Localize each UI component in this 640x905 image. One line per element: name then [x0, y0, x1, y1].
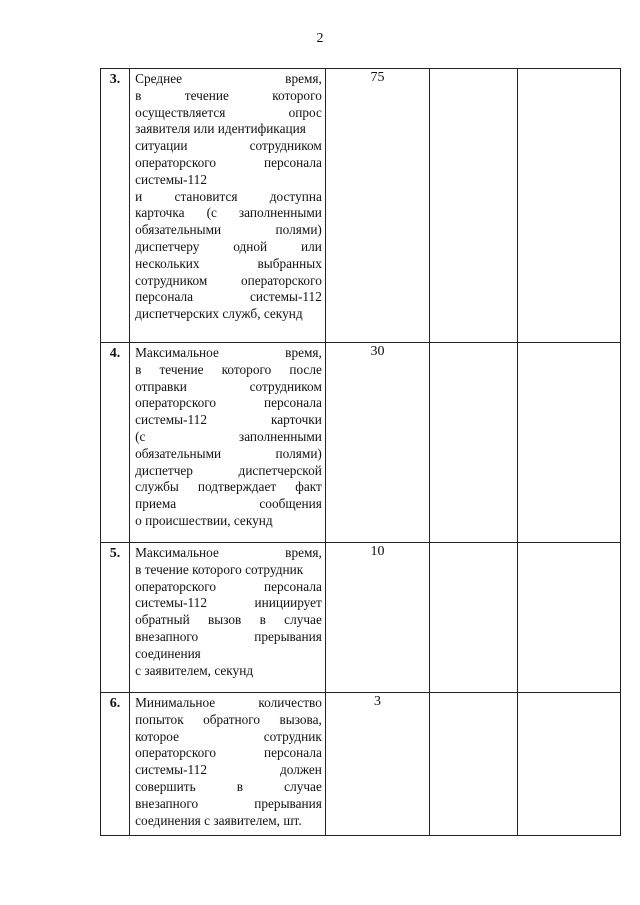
description-line: которое сотрудник: [135, 728, 322, 744]
empty-cell: [517, 343, 620, 543]
description-line: диспетчер диспетчерской: [135, 462, 322, 478]
description-line: обратный вызов в случае: [135, 612, 322, 628]
description-line: операторского персонала: [135, 395, 322, 411]
description-line: системы-112 карточки: [135, 412, 322, 428]
description-line: нескольких выбранных: [135, 255, 322, 271]
description-line: с заявителем, секунд: [135, 662, 254, 678]
description-line: попыток обратного вызова,: [135, 711, 322, 727]
description-line: отправки сотрудником: [135, 378, 322, 394]
description-line: Минимальное количество: [135, 695, 322, 710]
description-line: в течение которого: [135, 87, 322, 103]
description-line: совершить в случае: [135, 778, 322, 794]
empty-cell: [430, 69, 517, 343]
empty-cell: [430, 343, 517, 543]
row-number: 5.: [101, 543, 130, 693]
description-line: операторского персонала: [135, 154, 322, 170]
description-line: Максимальное время,: [135, 545, 322, 560]
table-row: [101, 343, 621, 543]
empty-cell: [430, 693, 517, 836]
description-line: заявителя или идентификация: [135, 121, 306, 137]
empty-cell: [517, 693, 620, 836]
description-line: соединения с заявителем, шт.: [135, 812, 302, 828]
empty-cell: [517, 543, 620, 693]
description-line: (с заполненными: [135, 428, 322, 444]
table-row: [101, 693, 621, 836]
description-line: диспетчерских служб, секунд: [135, 306, 303, 322]
row-value: 30: [325, 343, 429, 543]
indicators-table: [100, 68, 621, 836]
description-line: обязательными полями): [135, 222, 322, 238]
description-line: Среднее время,: [135, 71, 322, 86]
description-line: о происшествии, секунд: [135, 512, 273, 528]
description-line: внезапного прерывания: [135, 795, 322, 811]
description-line: Максимальное время,: [135, 345, 322, 360]
row-value: 75: [325, 69, 429, 343]
description-line: персонала системы-112: [135, 289, 322, 305]
description-line: операторского персонала: [135, 578, 322, 594]
row-description: [130, 69, 326, 343]
description-line: в течение которого после: [135, 361, 322, 377]
description-line: в течение которого сотрудник: [135, 561, 304, 577]
description-line: соединения: [135, 645, 201, 661]
description-line: системы-112 должен: [135, 762, 322, 778]
description-line: ситуации сотрудником: [135, 138, 322, 154]
row-description: [130, 343, 326, 543]
description-line: и становится доступна: [135, 188, 322, 204]
description-line: операторского персонала: [135, 745, 322, 761]
row-value: 10: [325, 543, 429, 693]
empty-cell: [517, 69, 620, 343]
description-line: приема сообщения: [135, 496, 322, 512]
row-number: 3.: [101, 69, 130, 343]
empty-cell: [430, 543, 517, 693]
table-row: [101, 543, 621, 693]
row-value: 3: [325, 693, 429, 836]
row-description: [130, 543, 326, 693]
description-line: системы-112 инициирует: [135, 595, 322, 611]
description-line: осуществляется опрос: [135, 104, 322, 120]
description-line: диспетчеру одной или: [135, 238, 322, 254]
row-number: 6.: [101, 693, 130, 836]
description-line: системы-112: [135, 171, 207, 187]
row-description: [130, 693, 326, 836]
description-line: сотрудником операторского: [135, 272, 322, 288]
page-number: 2: [316, 31, 324, 46]
description-line: внезапного прерывания: [135, 628, 322, 644]
description-line: службы подтверждает факт: [135, 479, 322, 495]
description-line: обязательными полями): [135, 445, 322, 461]
table-row: [101, 69, 621, 343]
description-line: карточка (с заполненными: [135, 205, 322, 221]
row-number: 4.: [101, 343, 130, 543]
